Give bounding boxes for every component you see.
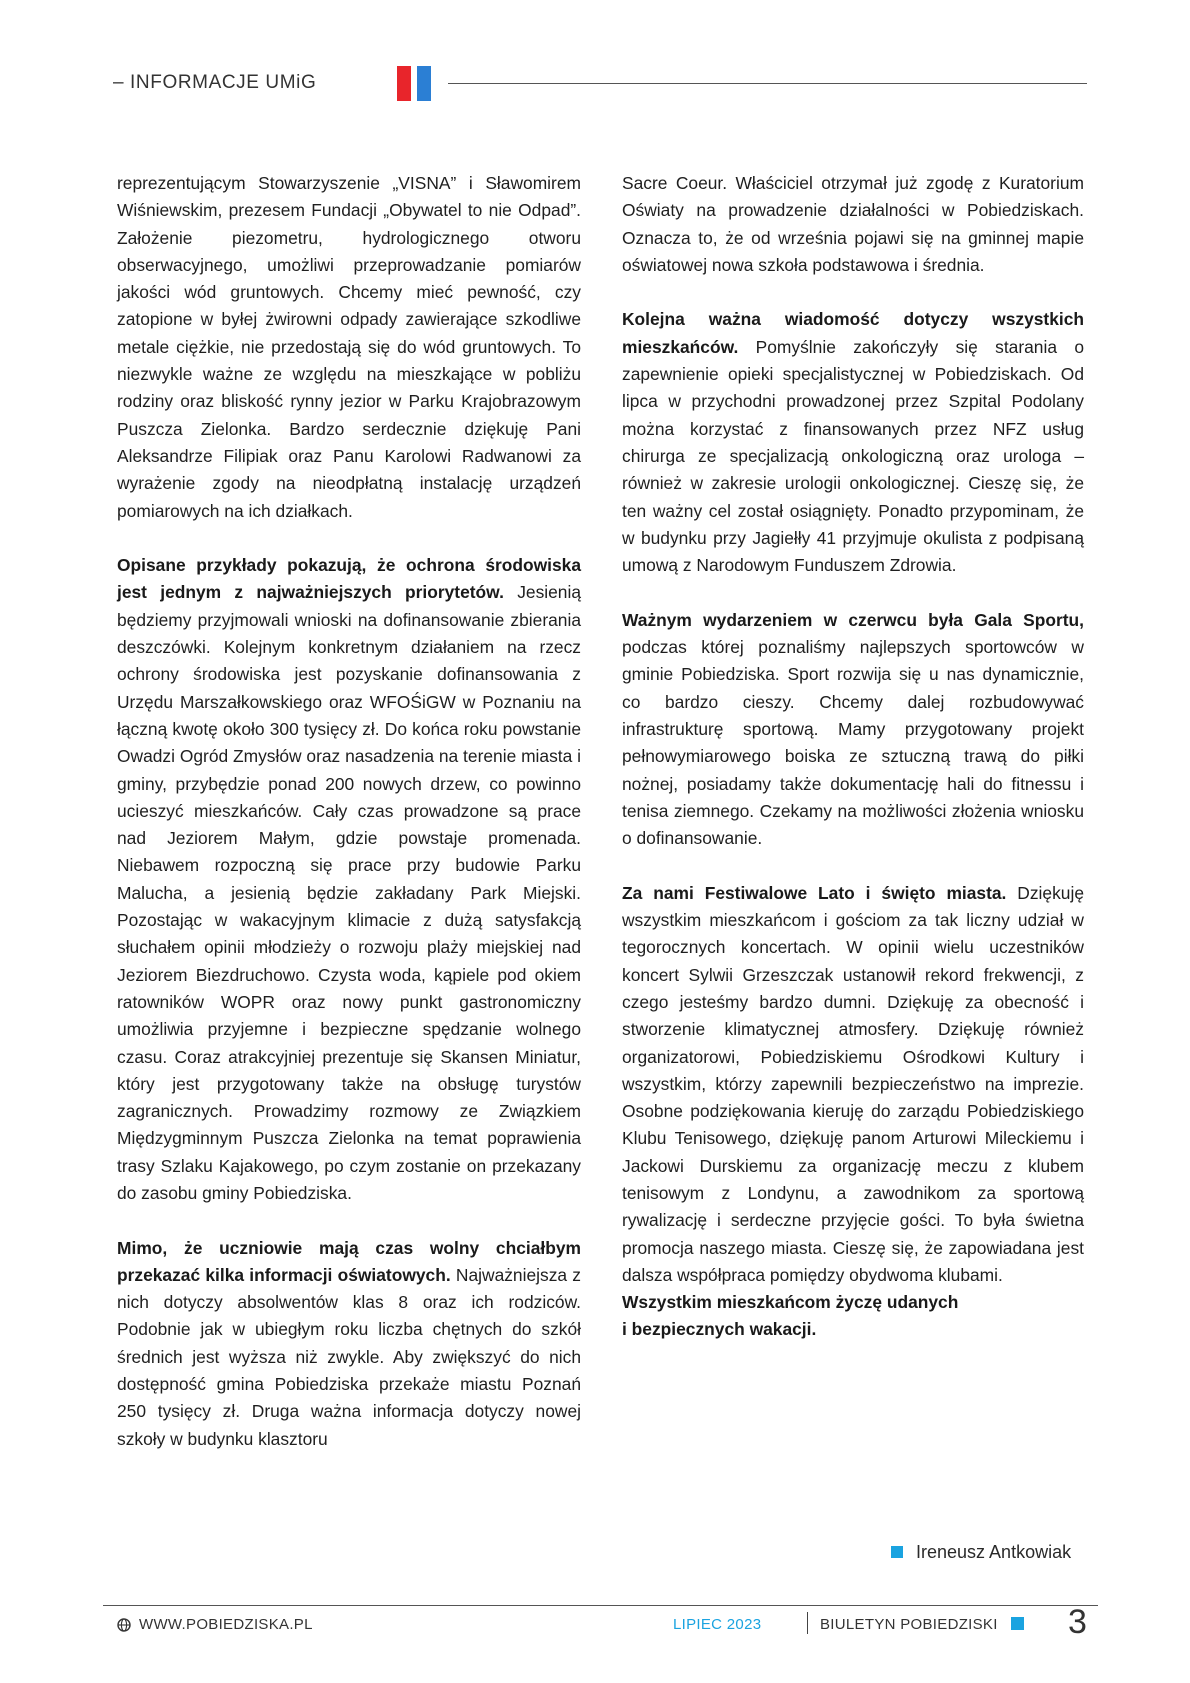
right-paragraph-3-body: podczas której poznaliśmy najlepszych sportowców w gminie Pobiedziska. Sport rozwija się u nas dynamicznie, co bardzo cieszy. Chcemy dalej rozbudowywać infrastrukturę sportową. Mamy przygotowany projekt pełnowymiarowego boiska ze sztuczną trawą do piłki nożnej, posiadamy także dokumentację hali do fitnessu i tenisa ziemnego. Czekamy na możliwości złożenia wniosku o dofinansowanie. [622, 637, 1084, 849]
website-url[interactable]: WWW.POBIEDZISKA.PL [139, 1616, 313, 1633]
left-paragraph-2 [117, 552, 581, 1207]
right-paragraph-4 [622, 880, 1084, 1289]
right-paragraph-4-body: Dziękuję wszystkim mieszkańcom i gościom za tak liczny udział w tegorocznych koncertach. W opinii wielu uczestników koncert Sylwii Grzeszczak ustanowił rekord frekwencji, z czego jesteśmy bardzo dumni. Dziękuję za obecność i stworzenie klimatycznej atmosfery. Dziękuję również organizatorowi, Pobiedziskiemu Ośrodkowi Kultury i wszystkim, którzy zapewnili bezpieczeństwo na imprezie. Osobne podziękowania kieruję do zarządu Pobiedziskiego Klubu Tenisowego, dziękuję panom Arturowi Mileckiemu i Jackowi Durskiemu za organizację meczu z klubem tenisowym z Londynu, a zawodnikom za sportową rywalizację i serdeczne przyjęcie gości. To była świetna promocja naszego miasta. Cieszę się, że zapowiadana jest dalsza współpraca pomiędzy obydwoma klubami. [622, 882, 1084, 1285]
footer-square-marker [1011, 1617, 1024, 1630]
header-divider [448, 83, 1087, 84]
left-paragraph-2-body: Jesienią będziemy przyjmowali wnioski na dofinansowanie zbierania deszczówki. Kolejnym konkretnym działaniem na rzecz ochrony środowiska jest pozyskanie dofinansowania z Urzędu Marszałkowskiego oraz WFOŚiGW w Poznaniu na łączną kwotę około 300 tysięcy zł. Do końca roku powstanie Owadzi Ogród Zmysłów oraz nasadzenia na terenie miasta i gminy, przybędzie ponad 200 nowych drzew, co powinno ucieszyć mieszkańców. Cały czas prowadzone są prace nad Jeziorem Małym, gdzie powstaje promenada. Niebawem rozpoczną się prace przy budowie Parku Malucha, a jesienią będzie zakładany Park Miejski. Pozostając w wakacyjnym klimacie z dużą satysfakcją słuchałem opinii młodzieży o rozwoju plaży miejskiej nad Jeziorem Biezdruchowo. Czysta woda, kąpiele pod okiem ratowników WOPR oraz nowy punkt gastronomiczny umożliwia przyjemne i bezpieczne spędzanie wolnego czasu. Coraz atrakcyjniej prezentuje się Skansen Miniatur, który jest przygotowany także na obsługę turystów zagranicznych. Prowadzimy rozmowy ze Związkiem Międzygminnym Puszcza Zielonka na temat poprawienia trasy Szlaku Kajakowego, po czym zostanie on przekazany do zasobu gminy Pobiedziska. [117, 582, 582, 1203]
right-paragraph-3-lead: Ważnym wydarzeniem w czerwcu była Gala Sportu, [622, 609, 1084, 630]
right-paragraph-2-lead: Kolejna ważna wiadomość dotyczy wszystkich mieszkańców. [622, 309, 1084, 357]
author-name: Ireneusz Antkowiak [916, 1541, 1072, 1562]
closing-wishes [622, 1289, 1084, 1344]
closing-line-2: i bezpiecznych wakacji. [622, 1319, 817, 1340]
left-paragraph-3-lead: Mimo, że uczniowie mają czas wolny chciałbym przekazać kilka informacji oświatowych. [117, 1237, 581, 1285]
flag-blue-bar [417, 66, 431, 101]
footer-separator [807, 1612, 808, 1634]
footer-divider [103, 1605, 1098, 1606]
signature-square-marker [891, 1546, 903, 1558]
author-signature [891, 1540, 1071, 1564]
issue-date: LIPIEC 2023 [673, 1616, 762, 1633]
closing-line-1: Wszystkim mieszkańcom życzę udanych [622, 1292, 959, 1313]
right-paragraph-3 [622, 607, 1084, 853]
globe-icon [117, 1618, 131, 1632]
section-label: – INFORMACJE UMiG [113, 72, 317, 93]
left-paragraph-1: reprezentującym Stowarzyszenie „VISNA” i Sławomirem Wiśniewskim, prezesem Fundacji „Obywatel to nie Odpad”. Założenie piezometru, hydrologicznego otworu obserwacyjnego, umożliwi przeprowadzanie pomiarów jakości wód gruntowych. Chcemy mieć pewność, czy zatopione w byłej żwirowni odpady zawierające szkodliwe metale ciężkie, nie przedostają się do wód gruntowych. To niezwykle ważne ze względu na mieszkające w pobliżu rodziny oraz bliskość rynny jezior w Parku Krajobrazowym Puszcza Zielonka. Bardzo serdecznie dziękuję Pani Aleksandrze Filipiak oraz Panu Karolowi Radwanowi za wyrażenie zgody na nieodpłatną instalację urządzeń pomiarowych na ich działkach. [117, 173, 581, 521]
footer-website[interactable] [117, 1616, 313, 1633]
right-column [622, 170, 1084, 1344]
page-number: 3 [1068, 1603, 1087, 1641]
right-paragraph-1: Sacre Coeur. Właściciel otrzymał już zgodę z Kuratorium Oświaty na prowadzenie działalności w Pobiedziskach. Oznacza to, że od września pojawi się na gminnej mapie oświatowej nowa szkoła podstawowa i średnia. [622, 173, 1084, 275]
left-paragraph-3 [117, 1235, 581, 1453]
left-paragraph-2-lead: Opisane przykłady pokazują, że ochrona środowiska jest jednym z najważniejszych priorytetów. [117, 555, 581, 603]
right-paragraph-2-body: Pomyślnie zakończyły się starania o zapewnienie opieki specjalistycznej w Pobiedziskach. Od lipca w przychodni prowadzonej przez Szpital Podolany można korzystać z finansowanych przez NFZ usług chirurga ze specjalizacją onkologiczną oraz urologa – również w zakresie urologii onkologicznej. Cieszę się, że ten ważny cel został osiągnięty. Ponadto przypominam, że w budynku przy Jagiełły 41 przyjmuje okulista z podpisaną umową z Narodowym Funduszem Zdrowia. [622, 336, 1084, 576]
right-paragraph-2 [622, 306, 1084, 579]
right-paragraph-4-lead: Za nami Festiwalowe Lato i święto miasta. [622, 882, 1007, 903]
left-paragraph-3-body: Najważniejsza z nich dotyczy absolwentów klas 8 oraz ich rodziców. Podobnie jak w ubiegłym roku liczba chętnych do szkół średnich jest wyższa niż zwykle. Aby zwiększyć do nich dostępność gmina Pobiedziska przekaże miastu Poznań 250 tysięcy zł. Druga ważna informacja dotyczy nowej szkoły w budynku klasztoru [117, 1264, 581, 1449]
left-column [117, 170, 581, 1453]
flag-red-bar [397, 66, 411, 101]
publication-title: BIULETYN POBIEDZISKI [820, 1616, 998, 1633]
